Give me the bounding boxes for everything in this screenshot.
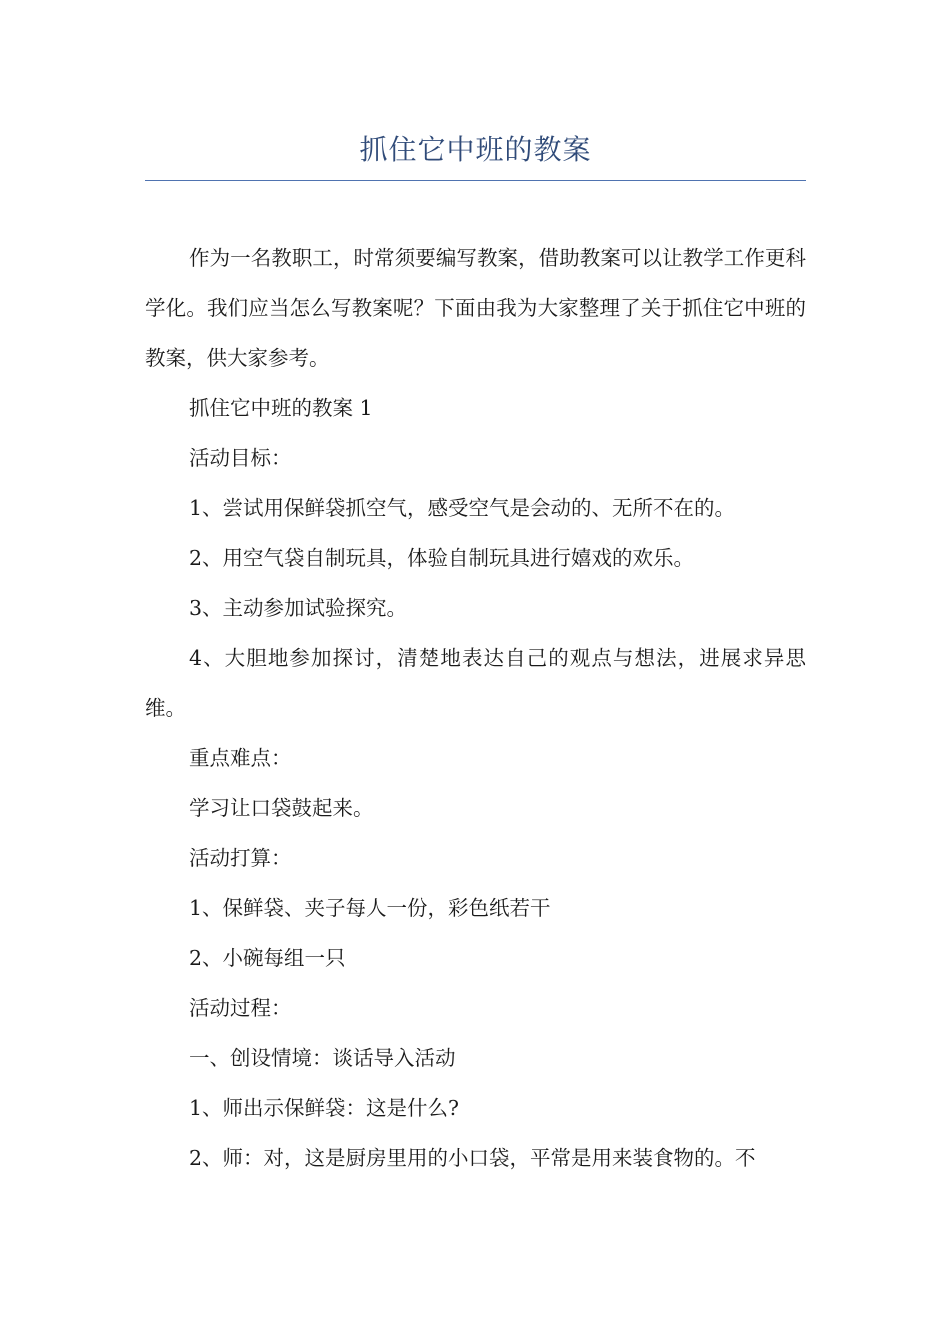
subheading-goals: 活动目标： bbox=[189, 446, 292, 470]
list-item: 2、师：对，这是厨房里用的小口袋，平常是用来装食物的。不 bbox=[189, 1146, 756, 1170]
list-item: 1、师出示保鲜袋：这是什么? bbox=[189, 1096, 460, 1120]
list-item: 4、大胆地参加探讨，清楚地表达自己的观点与想法，进展求异思维。 bbox=[145, 646, 806, 720]
subheading-process: 活动过程： bbox=[189, 996, 292, 1020]
title-underline bbox=[145, 180, 806, 181]
step-heading: 一、创设情境：谈话导入活动 bbox=[189, 1046, 456, 1070]
section-heading: 抓住它中班的教案 1 bbox=[189, 396, 373, 420]
list-item: 2、小碗每组一只 bbox=[189, 946, 346, 970]
subheading-preparation: 活动打算： bbox=[189, 846, 292, 870]
list-item: 1、保鲜袋、夹子每人一份，彩色纸若干 bbox=[189, 896, 551, 920]
list-item: 2、用空气袋自制玩具，体验自制玩具进行嬉戏的欢乐。 bbox=[189, 546, 695, 570]
document-title: 抓住它中班的教案 bbox=[359, 133, 592, 166]
subheading-key-points: 重点难点： bbox=[189, 746, 292, 770]
intro-paragraph: 作为一名教职工，时常须要编写教案，借助教案可以让教学工作更科学化。我们应当怎么写教案呢？下面由我为大家整理了关于抓住它中班的教案，供大家参考。 bbox=[145, 246, 806, 370]
list-item: 1、尝试用保鲜袋抓空气，感受空气是会动的、无所不在的。 bbox=[189, 496, 736, 520]
body-text: 学习让口袋鼓起来。 bbox=[189, 796, 374, 820]
list-item: 3、主动参加试验探究。 bbox=[189, 596, 408, 620]
document-body bbox=[145, 233, 806, 1183]
